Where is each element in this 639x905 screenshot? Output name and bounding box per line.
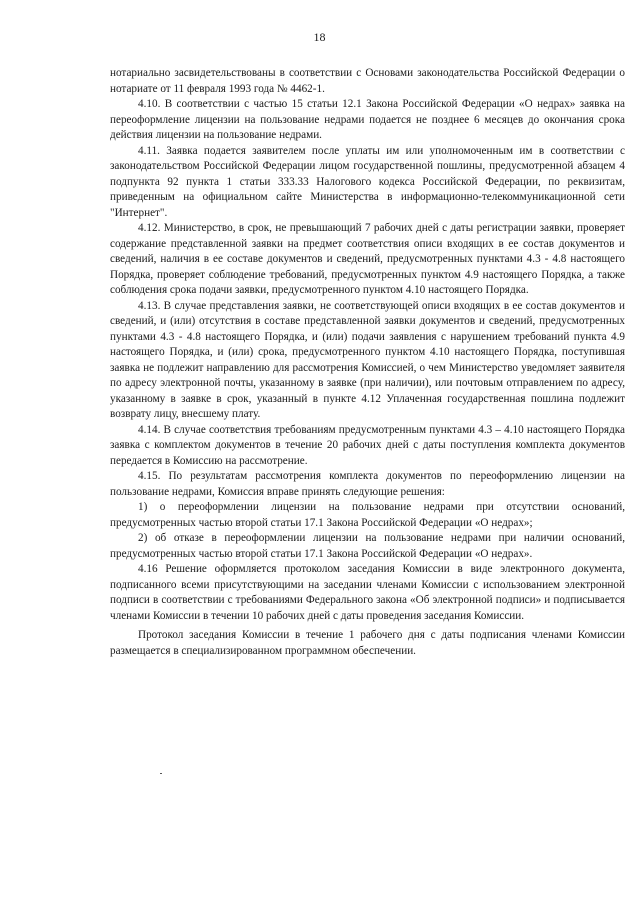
- paragraph-4-14: 4.14. В случае соответствия требованиям предусмотренным пунктами 4.3 – 4.10 настоящего Порядка заявка с комплектом документов в течение 20 рабочих дней с даты поступления комплекта документов передается в Комиссию на рассмотрение.: [110, 423, 625, 467]
- paragraph-4-10: 4.10. В соответствии с частью 15 статьи 12.1 Закона Российской Федерации «О недрах» заявка на переоформление лицензии на пользование недрами подается не позднее 6 месяцев до окончания срока действия лицензии на пользование недрами.: [110, 98, 625, 141]
- paragraph-4-15: 4.15. По результатам рассмотрения комплекта документов по переоформлению лицензии на пользование недрами, Комиссия вправе принять следующие решения:: [110, 470, 625, 498]
- paragraph-protocol: Протокол заседания Комиссии в течение 1 рабочего дня с даты подписания членами Комиссии размещается в специализированном программном обеспечении.: [110, 629, 625, 657]
- scan-speck: [160, 773, 162, 774]
- paragraph-4-16: 4.16 Решение оформляется протоколом заседания Комиссии в виде электронного документа, подписанного всеми присутствующими на заседании членами Комиссии с использованием электронной подписи в соответствии с требованиями Федерального закона «Об электронной подписи» и подписывается членами Комиссии в течении 10 рабочих дней с даты проведения заседания Комиссии.: [110, 563, 625, 622]
- paragraph-4-13: 4.13. В случае представления заявки, не соответствующей описи входящих в ее состав документов и сведений, и (или) отсутствия в составе представленной заявки документов и сведений, предусмотренных пунктами 4.3 - 4.8 настоящего Порядка, и (или) подачи заявления с нарушением требований пункта 4.9 настоящего Порядка, и (или) срока, предусмотренного пунктом 4.10 настоящего Порядка, поступившая заявка не подлежит направлению для рассмотрения Комиссией, о чем Министерство уведомляет заявителя по адресу электронной почты, указанному в заявке (при наличии), или почтовым отправлением по адресу, указанному в заявке в срок, указанный в пункте 4.12 Уплаченная государственная пошлина подлежит возврату лицу, внесшему плату.: [110, 299, 625, 420]
- paragraph-4-15-item-1: 1) о переоформлении лицензии на пользование недрами при отсутствии оснований, предусмотренных частью второй статьи 17.1 Закона Российской Федерации «О недрах»;: [110, 501, 625, 529]
- document-body: [110, 66, 625, 659]
- page-number: 18: [313, 30, 326, 44]
- paragraph-4-15-item-2: 2) об отказе в переоформлении лицензии на пользование недрами при наличии оснований, предусмотренных частью второй статьи 17.1 Закона Российской Федерации «О недрах».: [110, 532, 625, 560]
- paragraph-continuation: нотариально засвидетельствованы в соответствии с Основами законодательства Российской Федерации о нотариате от 11 февраля 1993 года № 4462-1.: [110, 67, 625, 95]
- paragraph-4-11: 4.11. Заявка подается заявителем после уплаты им или уполномоченным им в соответствии с законодательством Российской Федерации лицом государственной пошлины, предусмотренной абзацем 4 подпункта 92 пункта 1 статьи 333.33 Налогового кодекса Российской Федерации, по реквизитам, приведенным на официальном сайте Министерства в информационно-телекоммуникационной сети "Интернет".: [110, 144, 625, 219]
- paragraph-4-12: 4.12. Министерство, в срок, не превышающий 7 рабочих дней с даты регистрации заявки, проверяет содержание представленной заявки на предмет соответствия описи входящих в ее состав документов и сведений, наличия в ее составе документов и сведений, предусмотренных пунктами 4.3 - 4.8 настоящего Порядка, проверяет соблюдение требований, предусмотренных пунктом 4.9 настоящего Порядка, а также соблюдения срока подачи заявки, предусмотренного пунктом 4.10 настоящего Порядка.: [110, 222, 625, 296]
